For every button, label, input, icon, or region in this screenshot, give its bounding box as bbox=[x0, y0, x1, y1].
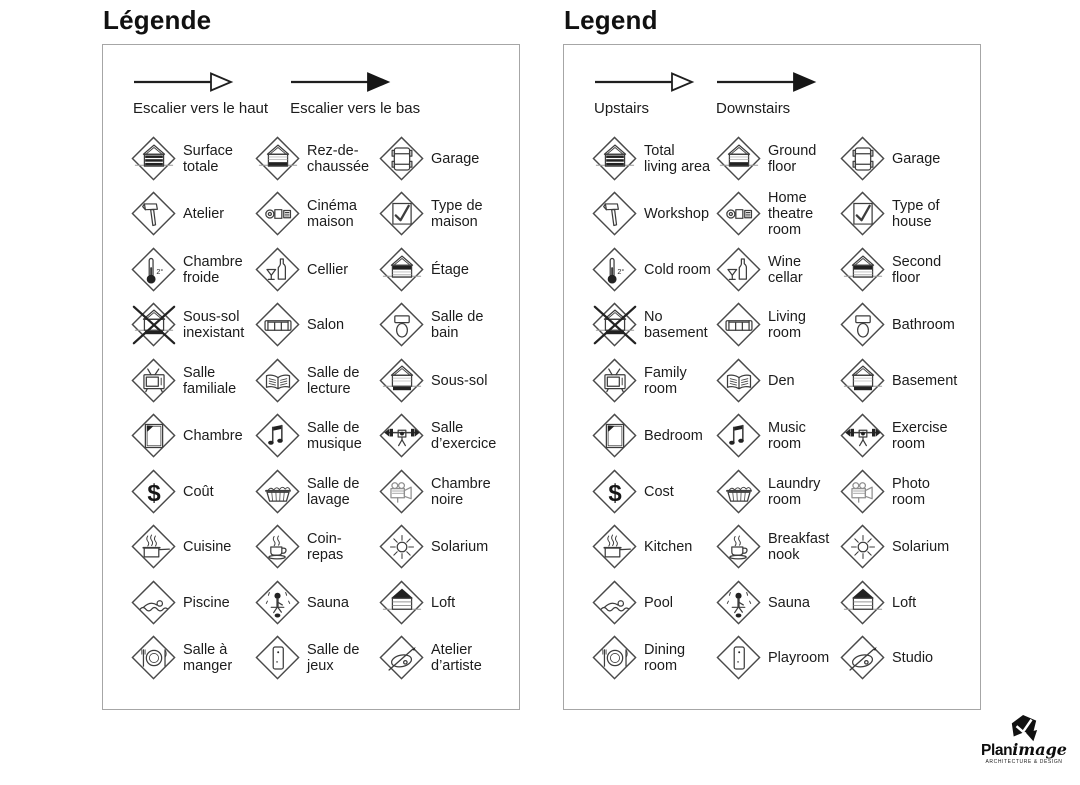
sauna-icon bbox=[716, 580, 762, 626]
cost-icon bbox=[131, 469, 177, 515]
legend-item bbox=[716, 413, 840, 459]
legend-item-label: Loft bbox=[892, 594, 917, 611]
logo-brand-script: image bbox=[1012, 740, 1067, 759]
family-room-icon bbox=[131, 358, 177, 404]
legend-item bbox=[131, 524, 255, 570]
legend-item-label: Cold room bbox=[644, 261, 711, 278]
legend-item-label: Coût bbox=[183, 483, 214, 500]
legend-item bbox=[131, 469, 255, 515]
panel-title-french: Légende bbox=[103, 5, 212, 35]
solarium-icon bbox=[379, 524, 425, 570]
legend-item bbox=[840, 136, 980, 182]
legend-item bbox=[716, 635, 840, 681]
legend-item-label: Étage bbox=[431, 261, 469, 278]
legend-item bbox=[840, 302, 980, 348]
planimage-logo bbox=[972, 714, 1076, 765]
legend-item-label: Chambre froide bbox=[183, 253, 243, 286]
legend-item bbox=[716, 302, 840, 348]
legend-panel-english bbox=[563, 5, 983, 710]
legend-item bbox=[716, 524, 840, 570]
legend-item-label: Exercise room bbox=[892, 420, 948, 453]
stairs-down-label: Escalier vers le bas bbox=[290, 100, 421, 117]
legend-item-label: Solarium bbox=[431, 539, 489, 556]
stairs-down-label: Downstairs bbox=[716, 100, 791, 117]
legend-item-label: Sous-sol bbox=[431, 372, 488, 389]
legend-item bbox=[840, 635, 980, 681]
legend-grid bbox=[592, 131, 980, 686]
stairs-down-arrow-item bbox=[290, 71, 420, 117]
legend-item bbox=[255, 524, 379, 570]
living-room-icon bbox=[716, 302, 762, 348]
legend-item bbox=[255, 136, 379, 182]
legend-item bbox=[131, 413, 255, 459]
ground-floor-icon bbox=[716, 136, 762, 182]
den-icon bbox=[716, 358, 762, 404]
basement-icon bbox=[379, 358, 425, 404]
pool-icon bbox=[592, 580, 638, 626]
stairs-up-label: Escalier vers le haut bbox=[133, 100, 269, 117]
dining-room-icon bbox=[131, 635, 177, 681]
legend-item-label: Solarium bbox=[892, 539, 950, 556]
photo-room-icon bbox=[840, 469, 886, 515]
legend-item-label: Salle de musique bbox=[307, 420, 362, 453]
logo-tagline: ARCHITECTURE & DESIGN bbox=[985, 759, 1063, 765]
legend-item bbox=[716, 190, 840, 238]
legend-item bbox=[379, 413, 519, 459]
legend-item bbox=[379, 580, 519, 626]
home-theatre-icon bbox=[716, 191, 762, 237]
legend-panel-french bbox=[102, 5, 522, 710]
legend-item-label: Salle de bain bbox=[431, 309, 484, 342]
legend-box-french bbox=[102, 44, 520, 710]
legend-item bbox=[131, 635, 255, 681]
stairs-up-arrow-item bbox=[594, 71, 694, 117]
legend-item bbox=[840, 524, 980, 570]
ground-floor-icon bbox=[255, 136, 301, 182]
legend-item-label: Garage bbox=[431, 150, 480, 167]
legend-item bbox=[379, 358, 519, 404]
legend-item-label: Salle d’exercice bbox=[431, 420, 497, 453]
legend-item bbox=[131, 247, 255, 293]
legend-item bbox=[840, 358, 980, 404]
music-room-icon bbox=[716, 413, 762, 459]
legend-item-label: Workshop bbox=[644, 206, 710, 223]
legend-item-label: Garage bbox=[892, 150, 941, 167]
legend-item-label: Second floor bbox=[892, 253, 942, 286]
basement-icon bbox=[840, 358, 886, 404]
stairs-up-arrow-item bbox=[133, 71, 268, 117]
stairs-up-label: Upstairs bbox=[594, 100, 650, 117]
legend-item-label: Home theatre room bbox=[768, 190, 814, 239]
legend-item-label: Type de maison bbox=[431, 198, 483, 231]
sauna-icon bbox=[255, 580, 301, 626]
legend-item-label: Basement bbox=[892, 372, 958, 389]
legend-item bbox=[255, 302, 379, 348]
family-room-icon bbox=[592, 358, 638, 404]
legend-item-label: Breakfast nook bbox=[768, 531, 830, 564]
legend-item bbox=[379, 469, 519, 515]
legend-box-english bbox=[563, 44, 981, 710]
breakfast-nook-icon bbox=[716, 524, 762, 570]
legend-item-label: Chambre bbox=[183, 428, 243, 445]
stairs-arrows bbox=[133, 71, 519, 117]
legend-item bbox=[379, 302, 519, 348]
legend-item bbox=[379, 524, 519, 570]
studio-icon bbox=[840, 635, 886, 681]
legend-item bbox=[716, 247, 840, 293]
legend-item-label: Coin-repas bbox=[307, 531, 344, 564]
total-living-area-icon bbox=[592, 136, 638, 182]
legend-item-label: Laundry room bbox=[768, 475, 821, 508]
logo-brand-bold: Plan bbox=[981, 742, 1013, 759]
legend-item-label: Cost bbox=[644, 483, 674, 500]
legend-item-label: Total living area bbox=[644, 142, 711, 175]
legend-item bbox=[255, 580, 379, 626]
legend-item bbox=[716, 580, 840, 626]
legend-item bbox=[255, 191, 379, 237]
legend-item bbox=[592, 247, 716, 293]
legend-item-label: Living room bbox=[768, 309, 806, 342]
legend-item bbox=[379, 635, 519, 681]
legend-item bbox=[840, 191, 980, 237]
legend-item-label: Dining room bbox=[644, 642, 686, 675]
no-basement-icon bbox=[592, 302, 638, 348]
studio-icon bbox=[379, 635, 425, 681]
second-floor-icon bbox=[379, 247, 425, 293]
playroom-icon bbox=[716, 635, 762, 681]
legend-item bbox=[131, 358, 255, 404]
total-living-area-icon bbox=[131, 136, 177, 182]
legend-item-label: Piscine bbox=[183, 594, 230, 611]
laundry-room-icon bbox=[255, 469, 301, 515]
workshop-icon bbox=[131, 191, 177, 237]
legend-item bbox=[592, 136, 716, 182]
legend-item-label: Bedroom bbox=[644, 428, 703, 445]
workshop-icon bbox=[592, 191, 638, 237]
stairs-down-arrow-item bbox=[716, 71, 816, 117]
type-of-house-icon bbox=[840, 191, 886, 237]
legend-item bbox=[379, 247, 519, 293]
stairs-arrows bbox=[594, 71, 980, 117]
bathroom-icon bbox=[840, 302, 886, 348]
legend-item-label: Surface totale bbox=[183, 142, 233, 175]
legend-item bbox=[592, 469, 716, 515]
legend-item bbox=[840, 413, 980, 459]
bedroom-icon bbox=[131, 413, 177, 459]
bathroom-icon bbox=[379, 302, 425, 348]
legend-item-label: Chambre noire bbox=[431, 475, 491, 508]
second-floor-icon bbox=[840, 247, 886, 293]
legend-item-label: Salle de jeux bbox=[307, 642, 360, 675]
stairs-up-arrow-icon bbox=[594, 71, 694, 93]
legend-item bbox=[592, 413, 716, 459]
legend-item-label: Atelier bbox=[183, 206, 225, 223]
panel-title-english: Legend bbox=[564, 5, 658, 35]
exercise-room-icon bbox=[840, 413, 886, 459]
stairs-up-arrow-icon bbox=[133, 71, 233, 93]
cost-icon bbox=[592, 469, 638, 515]
solarium-icon bbox=[840, 524, 886, 570]
garage-icon bbox=[840, 136, 886, 182]
logo-brand bbox=[981, 742, 1067, 758]
home-theatre-icon bbox=[255, 191, 301, 237]
legend-item-label: Salle de lecture bbox=[307, 364, 360, 397]
playroom-icon bbox=[255, 635, 301, 681]
legend-item bbox=[255, 635, 379, 681]
kitchen-icon bbox=[592, 524, 638, 570]
laundry-room-icon bbox=[716, 469, 762, 515]
dining-room-icon bbox=[592, 635, 638, 681]
pool-icon bbox=[131, 580, 177, 626]
legend-item bbox=[592, 302, 716, 348]
legend-item bbox=[716, 358, 840, 404]
legend-item bbox=[379, 191, 519, 237]
legend-item bbox=[131, 191, 255, 237]
music-room-icon bbox=[255, 413, 301, 459]
legend-item-label: Cellier bbox=[307, 261, 349, 278]
legend-item bbox=[255, 469, 379, 515]
legend-item bbox=[592, 358, 716, 404]
legend-item-label: Bathroom bbox=[892, 317, 955, 334]
legend-item-label: Cinéma maison bbox=[307, 198, 357, 231]
legend-item bbox=[255, 247, 379, 293]
legend-item-label: Atelier d’artiste bbox=[431, 642, 482, 675]
legend-item bbox=[716, 136, 840, 182]
type-of-house-icon bbox=[379, 191, 425, 237]
legend-item bbox=[840, 580, 980, 626]
legend-item-label: Wine cellar bbox=[768, 253, 803, 286]
legend-item-label: Music room bbox=[768, 420, 806, 453]
legend-item bbox=[592, 580, 716, 626]
legend-item-label: Sous-sol inexistant bbox=[183, 309, 245, 342]
legend-item-label: Ground floor bbox=[768, 142, 817, 175]
stairs-down-arrow-icon bbox=[290, 71, 390, 93]
bedroom-icon bbox=[592, 413, 638, 459]
legend-item-label: No basement bbox=[644, 309, 708, 342]
kitchen-icon bbox=[131, 524, 177, 570]
legend-item-label: Salle familiale bbox=[183, 364, 237, 397]
legend-item-label: Rez-de-chaussée bbox=[307, 142, 370, 175]
photo-room-icon bbox=[379, 469, 425, 515]
legend-item-label: Pool bbox=[644, 594, 674, 611]
legend-item bbox=[592, 191, 716, 237]
legend-item bbox=[131, 302, 255, 348]
legend-item-label: Cuisine bbox=[183, 539, 232, 556]
loft-icon bbox=[840, 580, 886, 626]
breakfast-nook-icon bbox=[255, 524, 301, 570]
legend-item bbox=[592, 635, 716, 681]
legend-item-label: Family room bbox=[644, 364, 687, 397]
legend-item-label: Kitchen bbox=[644, 539, 693, 556]
legend-item bbox=[716, 469, 840, 515]
garage-icon bbox=[379, 136, 425, 182]
legend-item-label: Playroom bbox=[768, 650, 830, 667]
cold-room-icon bbox=[131, 247, 177, 293]
legend-item-label: Studio bbox=[892, 650, 934, 667]
legend-item-label: Salle à manger bbox=[183, 642, 233, 675]
legend-item bbox=[255, 358, 379, 404]
legend-item-label: Salon bbox=[307, 317, 345, 334]
legend-item bbox=[840, 247, 980, 293]
legend-item bbox=[255, 413, 379, 459]
legend-item bbox=[379, 136, 519, 182]
legend-item-label: Type of house bbox=[892, 198, 940, 231]
legend-item bbox=[840, 469, 980, 515]
cold-room-icon bbox=[592, 247, 638, 293]
den-icon bbox=[255, 358, 301, 404]
stairs-down-arrow-icon bbox=[716, 71, 816, 93]
wine-cellar-icon bbox=[716, 247, 762, 293]
legend-grid bbox=[131, 131, 519, 686]
legend-item-label: Photo room bbox=[892, 475, 930, 508]
legend-item-label: Salle de lavage bbox=[307, 475, 360, 508]
living-room-icon bbox=[255, 302, 301, 348]
legend-item-label: Loft bbox=[431, 594, 456, 611]
no-basement-icon bbox=[131, 302, 177, 348]
legend-item bbox=[131, 136, 255, 182]
exercise-room-icon bbox=[379, 413, 425, 459]
legend-item-label: Den bbox=[768, 372, 795, 389]
legend-item-label: Sauna bbox=[307, 594, 349, 611]
legend-item bbox=[131, 580, 255, 626]
loft-icon bbox=[379, 580, 425, 626]
legend-item-label: Sauna bbox=[768, 594, 810, 611]
wine-cellar-icon bbox=[255, 247, 301, 293]
legend-item bbox=[592, 524, 716, 570]
